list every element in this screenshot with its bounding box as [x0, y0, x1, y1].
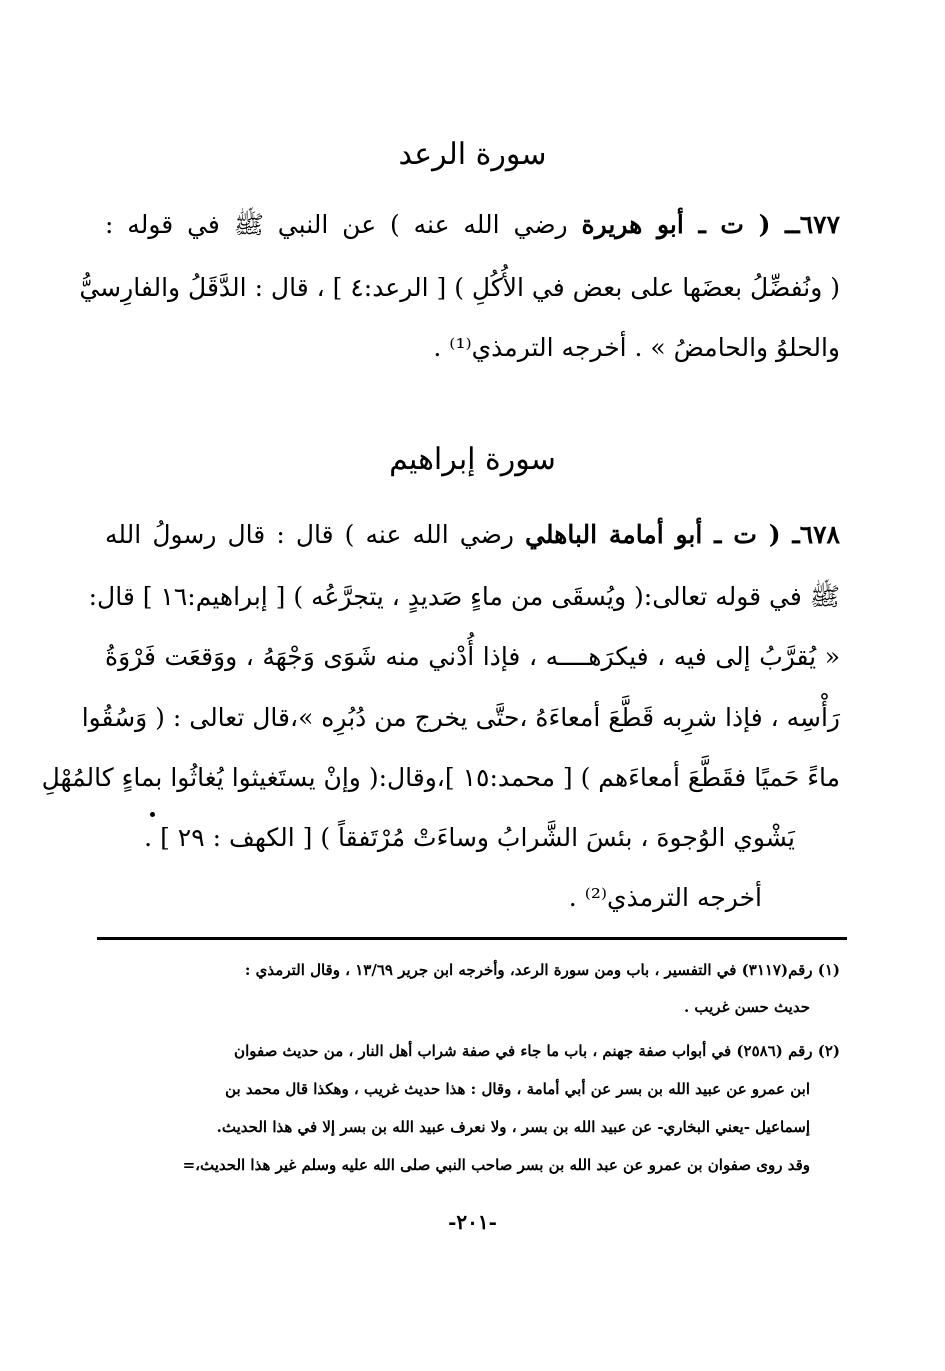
page-number: -٢٠١-	[448, 1210, 497, 1234]
narrator-name: أبو هريرة	[581, 210, 684, 239]
footnote-1-line-2: حديث حسن غريب .	[683, 998, 810, 1016]
footnote-2-line-4: وقد روى صفوان بن عمرو عن عبد الله بن بسر صاحب النبي صلى الله عليه وسلم غير هذا الحديث،=	[182, 1156, 810, 1174]
hadith-number: ٦٧٧	[799, 210, 841, 239]
hadith-677-line-3: والحلوُ والحامضُ » . أخرجه الترمذي⁽¹⁾ .	[433, 333, 840, 362]
hadith-678-line-6: يَشْوي الوُجوهَ ، بئسَ الشَّرابُ وساءَتْ مُرْتَفقاً ) [ الكهف : ٢٩ ] .	[144, 823, 795, 852]
footnote-2-line-3: إسماعيل -يعني البخاري- عن عبيد الله بن بسر ، ولا نعرف عبيد الله بن بسر إلا في هذا الحديث.	[216, 1118, 810, 1136]
surah-title-raad: سورة الرعد	[398, 137, 547, 172]
footnote-separator	[97, 937, 847, 940]
hadith-number: ٦٧٨	[799, 520, 840, 549]
hadith-678-line-1	[105, 515, 840, 555]
hadith-source: ـ ( ت ـ	[702, 520, 800, 549]
hadith-text: رضي الله عنه ) قال : قال رسولُ الله	[105, 520, 514, 549]
footnote-1-line-1: (١) رقم(٣١١٧) في التفسير ، باب ومن سورة الرعد، وأخرجه ابن جرير ١٣/٦٩ ، وقال الترمذي :	[244, 961, 840, 979]
hadith-678-line-7: أخرجه الترمذي⁽²⁾ .	[568, 883, 762, 912]
hadith-678-line-5: ماءً حَميًا فقَطَّعَ أمعاءَهم ) [ محمد:١٥ ]،وقال:( وإنْ يستَغيثوا يُغاثُوا بماءٍ كالمُهْلِ	[41, 763, 840, 792]
hadith-677-line-1	[105, 205, 840, 245]
narrator-name: أبو أمامة الباهلي	[525, 520, 703, 549]
footnote-2-line-1: (٢) رقم (٢٥٨٦) في أبواب صفة جهنم ، باب ما جاء في صفة شراب أهل النار ، من حديث صفوان	[234, 1042, 840, 1060]
hadith-678-line-2: ﷺ في قوله تعالى:( ويُسقَى من ماءٍ صَديدٍ ، يتجرَّعُه ) [ إبراهيم:١٦ ] قال:	[88, 582, 840, 611]
hadith-678-line-4: رَأْسِه ، فإذا شرِبه قَطَّعَ أمعاءَهُ ،حتَّى يخرج من دُبُرِه »،قال تعالى : ( وَسُقُوا	[81, 703, 840, 732]
hadith-677-line-2: ( ونُفضِّلُ بعضَها على بعض في الأُكُلِ ) [ الرعد:٤ ] ، قال : الدَّقَلُ والفارِسيُّ	[79, 273, 840, 302]
hadith-678-line-3: « يُقرَّبُ إلى فيه ، فيكرَهــــه ، فإذا أُدْني منه شَوَى وَجْهَهُ ، ووَقعَت فَرْوَةُ	[105, 642, 840, 671]
footnote-2-line-2: ابن عمرو عن عبيد الله بن بسر عن أبي أمامة ، وقال : هذا حديث غريب ، وهكذا قال محمد بن	[225, 1080, 810, 1098]
hadith-source: ــ ( ت ـ	[683, 210, 800, 239]
surah-title-ibrahim: سورة إبراهيم	[389, 442, 556, 477]
stray-mark	[150, 812, 155, 817]
hadith-text: رضي الله عنه ) عن النبي ﷺ في قوله :	[105, 210, 568, 239]
